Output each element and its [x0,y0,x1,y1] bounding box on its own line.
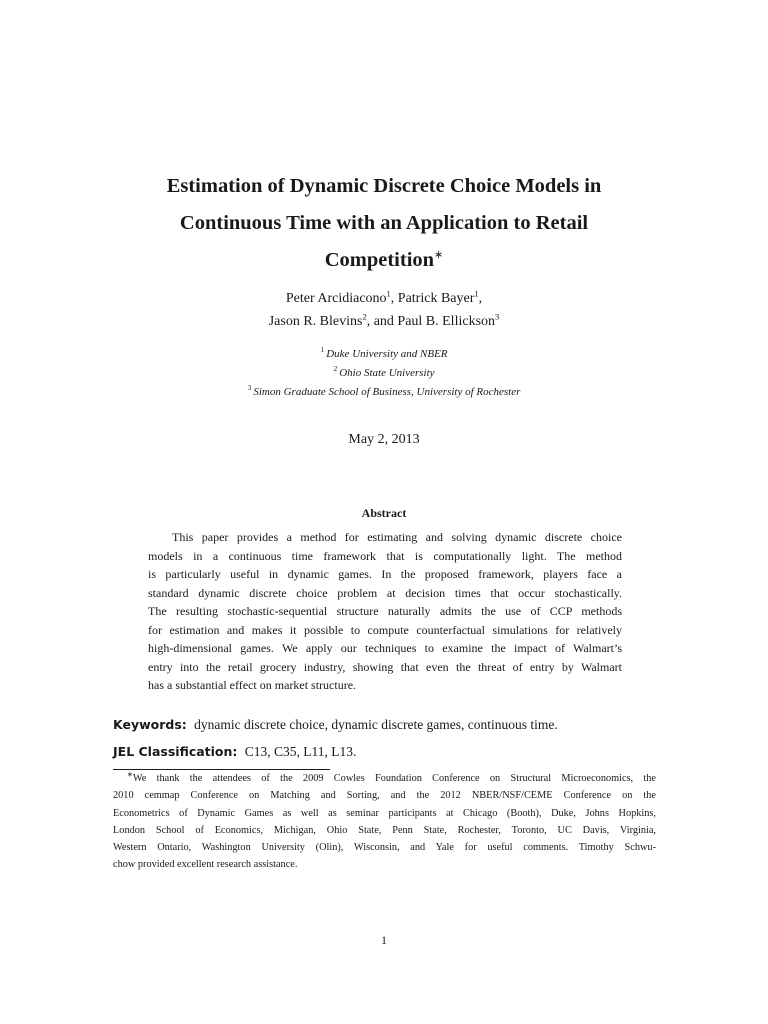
author-affiliation-mark: 3 [495,311,500,322]
author-affiliation-mark: 2 [362,311,367,322]
abstract-heading: Abstract [361,506,407,520]
jel-label: JEL Classification: [113,744,238,759]
page-number: 1 [381,933,387,947]
affiliation-list [96,345,672,402]
footnote-mark: ∗ [127,770,133,779]
abstract-line: This paper provides a method for estimating and solving dynamic discrete choice [172,530,622,544]
author-line [96,310,672,333]
footnote-line: 2010 cemmap Conference on Matching and Sorting, and the 2012 NBER/NSF/CEME Conference on the [113,790,656,802]
title-line-text: Competition [324,249,435,271]
title-line [96,242,672,279]
affiliation-text: Simon Graduate School of Business, University of Rochester [253,386,521,398]
author-name: Peter Arcidiacono [285,291,387,306]
abstract-line: is particularly useful in dynamic games. In the proposed framework, players face a [148,567,622,581]
footnote-line [113,770,656,787]
affiliation-mark: 3 [247,383,252,393]
author-affiliation-mark: 1 [386,288,391,299]
keywords-text: dynamic discrete choice, dynamic discrete games, continuous time. [194,717,558,732]
abstract-line: entry into the retail grocery industry, showing that even the threat of entry by Walmart [148,659,622,674]
author-name: Paul B. Ellickson [397,314,496,329]
footnote-line: London School of Economics, Michigan, Ohio State, Penn State, Rochester, Toronto, UC Davis, Virginia, [113,824,656,836]
author-separator: , [390,291,398,306]
author-separator: , and [366,314,398,329]
author-name: Jason R. Blevins [268,314,363,329]
jel-text: C13, C35, L11, L13. [244,744,357,759]
footnote-line-text: We thank the attendees of the 2009 Cowles Foundation Conference on Structural Microeconomics, the [132,773,656,784]
keywords-label: Keywords: [113,717,187,732]
jel-classification [113,744,673,760]
title-line: Estimation of Dynamic Discrete Choice Models in [166,175,602,197]
affiliation-mark: 2 [333,364,338,374]
affiliation [96,345,672,364]
affiliation [96,383,672,402]
footnote-line: Western Ontario, Washington University (Olin), Wisconsin, and Yale for useful comments. Timothy Schwu- [113,842,656,854]
author-list [96,287,672,333]
abstract-line: models in a continuous time framework that is computationally light. The method [148,548,622,563]
keywords [113,717,673,733]
title-footnote-mark: ∗ [434,249,444,262]
acknowledgment-footnote [113,770,656,874]
abstract-line: The resulting stochastic-sequential structure naturally admits the use of CCP methods [148,604,622,618]
abstract-line: high-dimensional games. We apply our techniques to examine the impact of Walmart’s [148,641,622,655]
abstract-line: standard dynamic discrete choice problem at decision times that occur stochastically. [148,585,622,600]
abstract-line: for estimation and makes it possible to compute counterfactual simulations for relatively [148,622,622,637]
footnote-line: chow provided excellent research assistance. [113,859,298,871]
author-affiliation-mark: 1 [474,288,479,299]
author-separator: , [478,291,483,306]
author-line [96,287,672,310]
affiliation [96,364,672,383]
abstract-line: has a substantial effect on market structure. [148,678,357,692]
publication-date: May 2, 2013 [348,432,420,447]
affiliation-text: Duke University and NBER [326,348,448,360]
footnote-line: Econometrics of Dynamic Games as well as seminar participants at Chicago (Booth), Duke, Johns Hopkins, [113,807,656,819]
title-line: Continuous Time with an Application to Retail [179,212,589,234]
paper-title [96,168,672,279]
affiliation-mark: 1 [320,345,325,355]
abstract-body [148,528,622,695]
author-name: Patrick Bayer [397,291,475,306]
affiliation-text: Ohio State University [339,367,435,379]
